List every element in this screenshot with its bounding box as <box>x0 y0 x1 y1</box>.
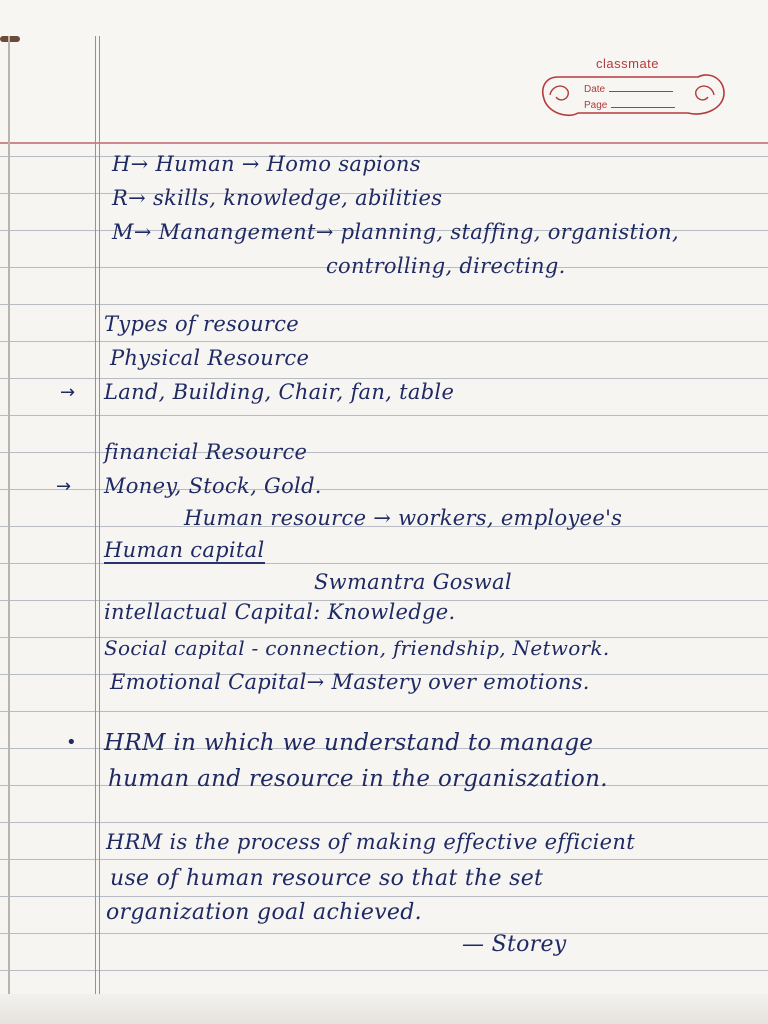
note-social-capital: Social capital - connection, friendship, Network. <box>104 636 610 660</box>
note-types-heading: Types of resource <box>104 312 300 336</box>
note-human-resource: Human resource → workers, employee's <box>184 506 623 530</box>
note-r-line: R→ skills, knowledge, abilities <box>112 186 443 210</box>
note-hrm-definition-2b: use of human resource so that the set <box>110 866 544 891</box>
date-label: Date <box>584 84 606 95</box>
bullet-mark: • <box>66 732 77 753</box>
note-h-line: H→ Human → Homo sapions <box>112 152 421 176</box>
note-financial-heading: financial Resource <box>104 440 308 464</box>
note-attribution: — Storey <box>462 932 567 957</box>
brand-label: classmate <box>596 56 660 71</box>
header-rule <box>0 142 768 144</box>
note-author-name: Swmantra Goswal <box>314 570 512 594</box>
note-intellectual-capital: intellactual Capital: Knowledge. <box>104 600 456 624</box>
note-m-line: M→ Manangement→ planning, staffing, organistion, <box>112 220 679 244</box>
page-left-edge <box>8 36 10 994</box>
note-emotional-capital: Emotional Capital→ Mastery over emotions. <box>110 670 590 694</box>
note-human-capital: Human capital <box>104 538 265 562</box>
note-financial-items: Money, Stock, Gold. <box>104 474 322 498</box>
note-physical-heading: Physical Resource <box>110 346 310 370</box>
page-bottom-shadow <box>0 994 768 1024</box>
note-hrm-definition-1a: HRM in which we understand to manage <box>104 730 594 756</box>
page-label: Page <box>584 100 608 111</box>
margin-rule-right <box>99 36 100 994</box>
margin-rule-left <box>95 36 96 994</box>
note-m-line-continued: controlling, directing. <box>326 254 566 278</box>
note-physical-items: Land, Building, Chair, fan, table <box>104 380 455 404</box>
arrow-mark-financial: → <box>56 476 72 497</box>
date-field <box>584 83 673 95</box>
classmate-badge <box>538 55 728 129</box>
note-hrm-definition-2c: organization goal achieved. <box>106 900 422 925</box>
note-hrm-definition-1b: human and resource in the organiszation. <box>108 766 608 792</box>
page-field <box>584 99 675 111</box>
arrow-mark-physical: → <box>60 382 76 403</box>
note-hrm-definition-2a: HRM is the process of making effective efficient <box>106 830 635 854</box>
binding-corner <box>0 36 20 42</box>
